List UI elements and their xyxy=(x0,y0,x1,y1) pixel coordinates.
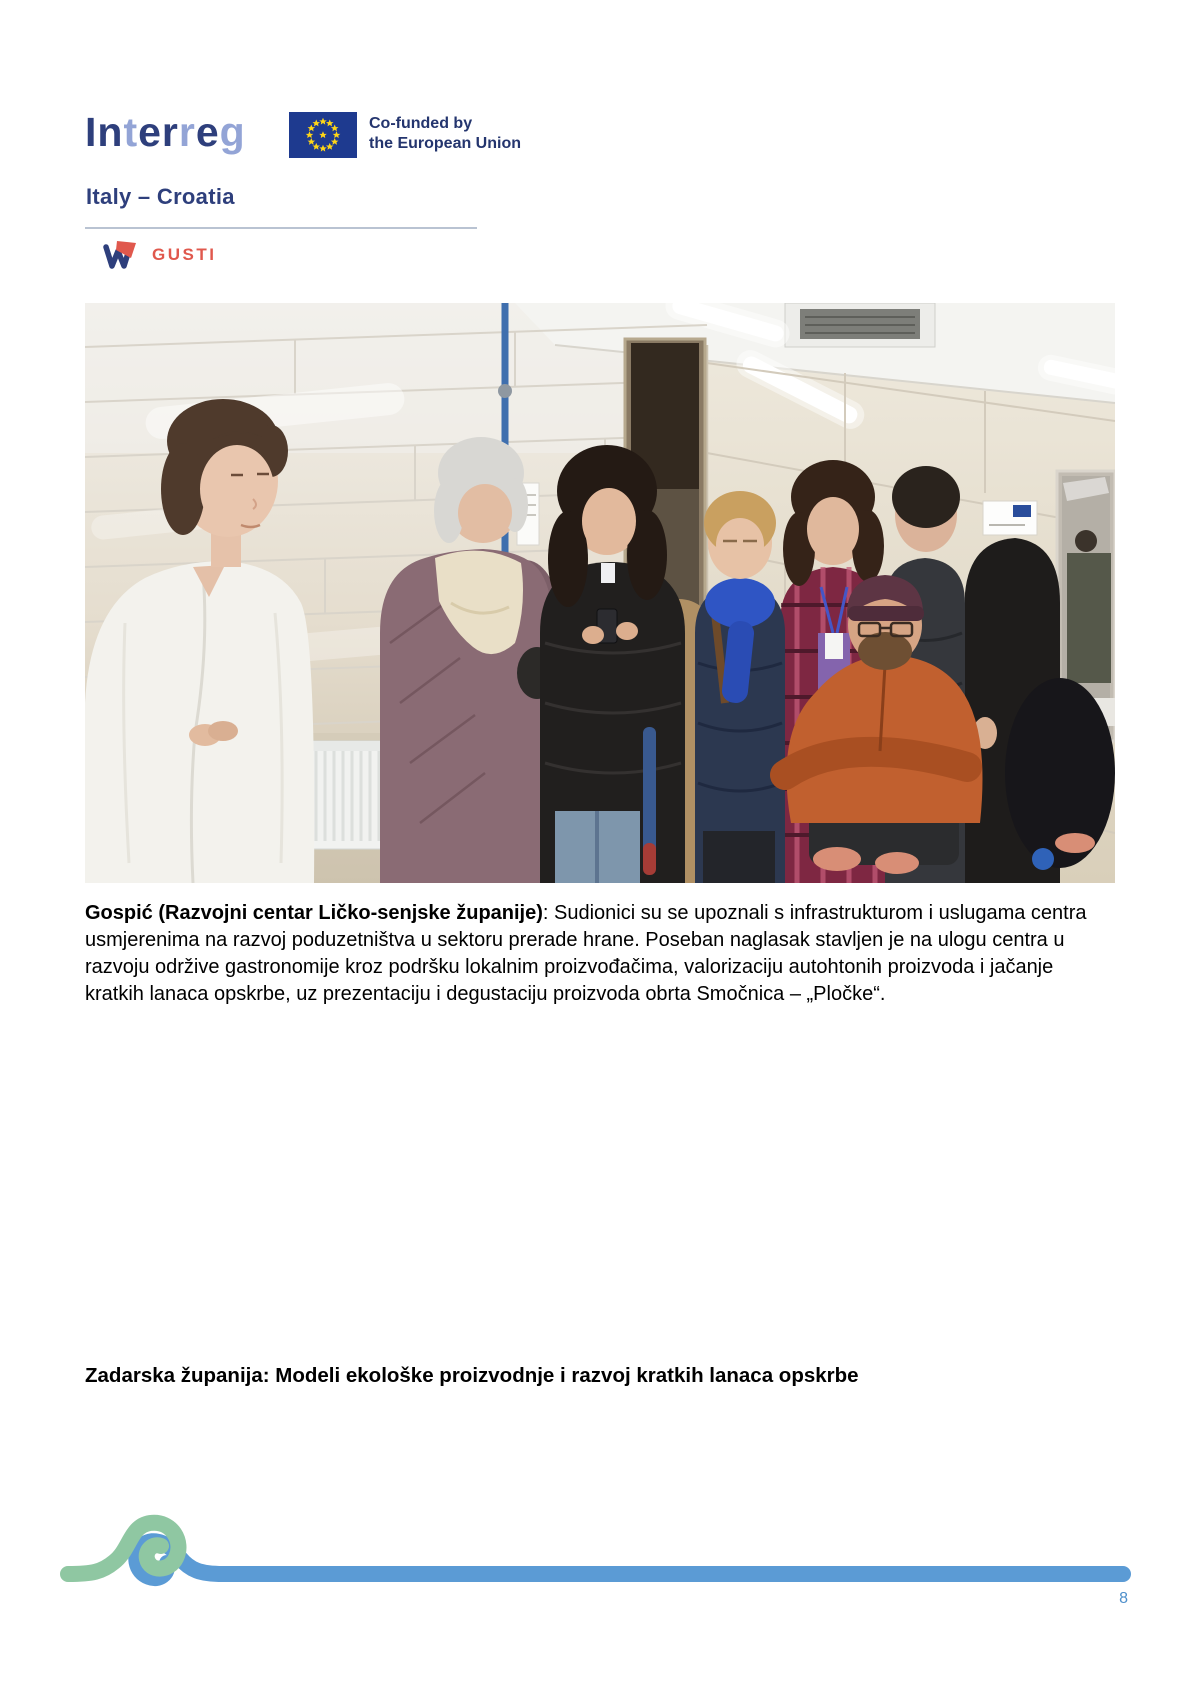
interreg-logo xyxy=(85,109,246,155)
programme-name: Italy – Croatia xyxy=(86,184,235,209)
caption-body-text: : Sudionici su se upoznali s infrastrukturom i uslugama centra usmjerenima na razvoj poduzetništva u sektoru prerade hrane. Poseban naglasak stavljen je na ulogu centra u razvoju održive gastronomije kroz podršku lokalnim proizvođačima, valorizaciju autohtonih proizvoda i jačanje kratkih lanaca opskrbe, uz prezentaciju i degustaciju proizvoda obrta Smočnica – „Pločke“. xyxy=(85,902,1087,1005)
eu-cofunded-logo xyxy=(289,112,521,158)
eu-cofunded-line2: the European Union xyxy=(369,135,521,152)
gusti-logo-icon xyxy=(103,240,141,270)
eu-flag-icon xyxy=(289,112,357,158)
footer-wave-graphic xyxy=(58,1512,1138,1627)
eu-cofunded-line1: Co-funded by xyxy=(369,115,473,132)
header-divider xyxy=(85,227,477,229)
interreg-wordmark: Interreg xyxy=(85,109,246,155)
photo xyxy=(85,303,1115,883)
photo-illustration xyxy=(85,303,1115,883)
gusti-wordmark: GUSTI xyxy=(152,245,217,264)
photo-caption xyxy=(85,900,1110,1008)
section-heading: Zadarska županija: Modeli ekološke proizvodnje i razvoj kratkih lanaca opskrbe xyxy=(85,1364,859,1387)
caption-bold-lead: Gospić (Razvojni centar Ličko-senjske županije) xyxy=(85,902,543,924)
eu-cofunded-text xyxy=(369,112,521,154)
gusti-logo xyxy=(103,240,216,270)
page-number: 8 xyxy=(1119,1590,1128,1607)
